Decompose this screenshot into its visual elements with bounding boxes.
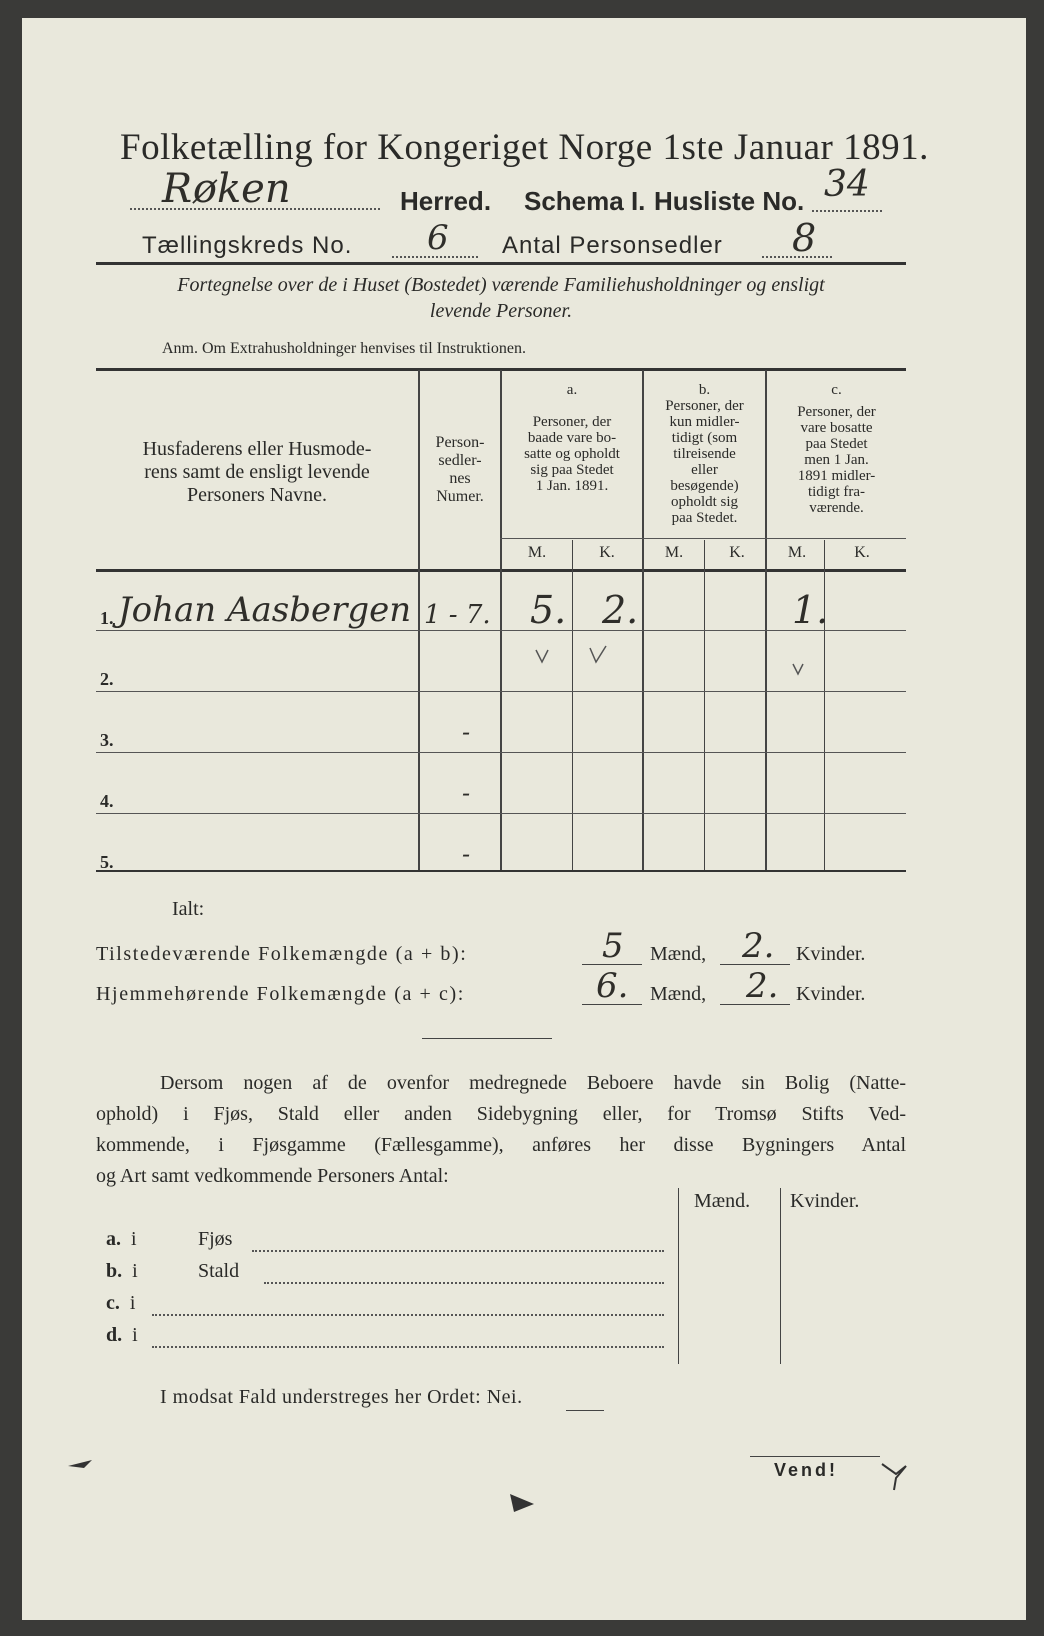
pen-mark-icon (66, 1456, 96, 1472)
personsedler-value[interactable]: 1 - 7. (424, 600, 491, 630)
row-line-4 (96, 813, 906, 814)
census-form-page (22, 18, 1026, 1620)
header-rule (96, 262, 906, 265)
schema-label: Schema I. (524, 186, 646, 216)
row-line-1 (96, 630, 906, 631)
header-col-a: a. Personer, der baade vare bo- satte og opholdt sig paa Stedet 1 Jan. 1891. (524, 382, 620, 494)
buildings-col-divider-1 (678, 1188, 679, 1364)
buildings-kvinder-header: Kvinder. (790, 1190, 860, 1212)
col-divider-b-mk (704, 540, 705, 870)
building-b-dots (264, 1282, 664, 1284)
c-m-value[interactable]: 1. (792, 588, 829, 632)
antal-value[interactable]: 8 (792, 216, 817, 260)
row-number: 2. (100, 669, 114, 689)
checkmark-icon (590, 646, 606, 662)
section-divider (422, 1038, 552, 1039)
row-line-3 (96, 752, 906, 753)
building-a-dots (252, 1250, 664, 1252)
check-marks (532, 644, 642, 674)
checkmark-icon (793, 664, 803, 674)
buildings-maend-header: Mænd. (694, 1190, 751, 1212)
b-m-label: M. (664, 544, 684, 561)
pen-mark-icon (880, 1460, 910, 1494)
herred-label: Herred. (400, 186, 492, 216)
kvinder-label: Kvinder. (796, 983, 866, 1005)
building-d-dots (152, 1346, 664, 1348)
antal-label: Antal Personsedler (502, 232, 723, 259)
b-k-label: K. (729, 544, 745, 561)
a-k-value[interactable]: 2. (602, 588, 639, 632)
c-m-label: M. (787, 544, 807, 561)
form-title: Folketælling for Kongeriget Norge 1ste Januar 1891. (120, 127, 929, 168)
tilstede-maend-value[interactable]: 5 (602, 926, 624, 966)
checkmark-icon (536, 650, 548, 662)
personsedler-value[interactable]: - (462, 779, 471, 807)
header-col-c: c. Personer, der vare bosatte paa Stedet men 1 Jan. 1891 midler- tidigt fra- værende. (797, 382, 876, 516)
row-number: 4. (100, 791, 114, 811)
table-bottom-rule (96, 870, 906, 872)
modsat-fald-text: I modsat Fald understreges her Ordet: Nei. (160, 1386, 523, 1408)
row-line-2 (96, 691, 906, 692)
kvinder-label: Kvinder. (796, 943, 866, 965)
husliste-value[interactable]: 34 (824, 164, 870, 205)
personsedler-value[interactable]: - (462, 840, 471, 868)
a-m-label: M. (527, 544, 547, 561)
header-personsedler: Person- sedler- nes Numer. (435, 434, 485, 505)
ialt-label: Ialt: (172, 898, 205, 920)
kreds-value[interactable]: 6 (427, 218, 449, 258)
building-item-b: b. i Stald (106, 1260, 240, 1282)
hjemme-kvinder-value[interactable]: 2. (746, 966, 779, 1006)
tilstede-kvinder-value[interactable]: 2. (742, 926, 775, 966)
building-item-a: a. i Fjøs (106, 1228, 233, 1250)
buildings-paragraph: Dersom nogen af de ovenfor medregnede Beboere havde sin Bolig (Natte- ophold) i Fjøs, Stald eller anden Sidebygning eller, for Tromsø Stifts Ved- kommende, i Fjøsgamme (Fællesgamme), anføres her disse Bygningers Antal og Art samt vedkommende Personers Antal: (96, 1072, 906, 1187)
household-name[interactable]: Johan Aasbergen (118, 590, 412, 630)
intro-line-1: Fortegnelse over de i Huset (Bostedet) værende Familiehusholdninger og ensligt (177, 274, 825, 296)
pen-mark-icon (508, 1490, 538, 1516)
buildings-col-divider-2 (780, 1188, 781, 1364)
vend-rule (750, 1456, 880, 1457)
row-number: 5. (100, 852, 114, 872)
vend-label[interactable]: Vend! (774, 1460, 839, 1480)
building-item-d: d. i (106, 1324, 138, 1346)
a-k-label: K. (599, 544, 615, 561)
kreds-label: Tællingskreds No. (142, 232, 353, 259)
husliste-label: Husliste No. (654, 186, 805, 216)
nei-underline (566, 1410, 604, 1411)
check-mark-c (790, 660, 810, 680)
header-col-b: b. Personer, der kun midler- tidigt (som tilreisende eller besøgende) opholdt sig paa Stedet. (665, 382, 744, 526)
herred-value[interactable]: Røken (162, 166, 291, 212)
col-divider-a-mk (572, 540, 573, 870)
c-k-label: K. (854, 544, 870, 561)
hjemme-label: Hjemmehørende Folkemængde (a + c): (96, 983, 465, 1005)
building-c-dots (152, 1314, 664, 1316)
anm-note: Anm. Om Extrahusholdninger henvises til Instruktionen. (162, 340, 526, 357)
a-m-value[interactable]: 5. (530, 588, 567, 632)
row-number: 3. (100, 730, 114, 750)
row-number: 1. (100, 608, 114, 628)
hjemme-maend-value[interactable]: 6. (596, 966, 629, 1006)
personsedler-value[interactable]: - (462, 718, 471, 746)
header-names: Husfaderens eller Husmode- rens samt de ensligt levende Personers Navne. (142, 438, 372, 506)
maend-label: Mænd, (650, 943, 707, 965)
husliste-dotted-line (812, 210, 882, 212)
mk-header-rule (500, 538, 906, 539)
intro-line-2: levende Personer. (429, 300, 573, 322)
tilstede-label: Tilstedeværende Folkemængde (a + b): (96, 943, 468, 965)
maend-label: Mænd, (650, 983, 707, 1005)
building-item-c: c. i (106, 1292, 136, 1314)
